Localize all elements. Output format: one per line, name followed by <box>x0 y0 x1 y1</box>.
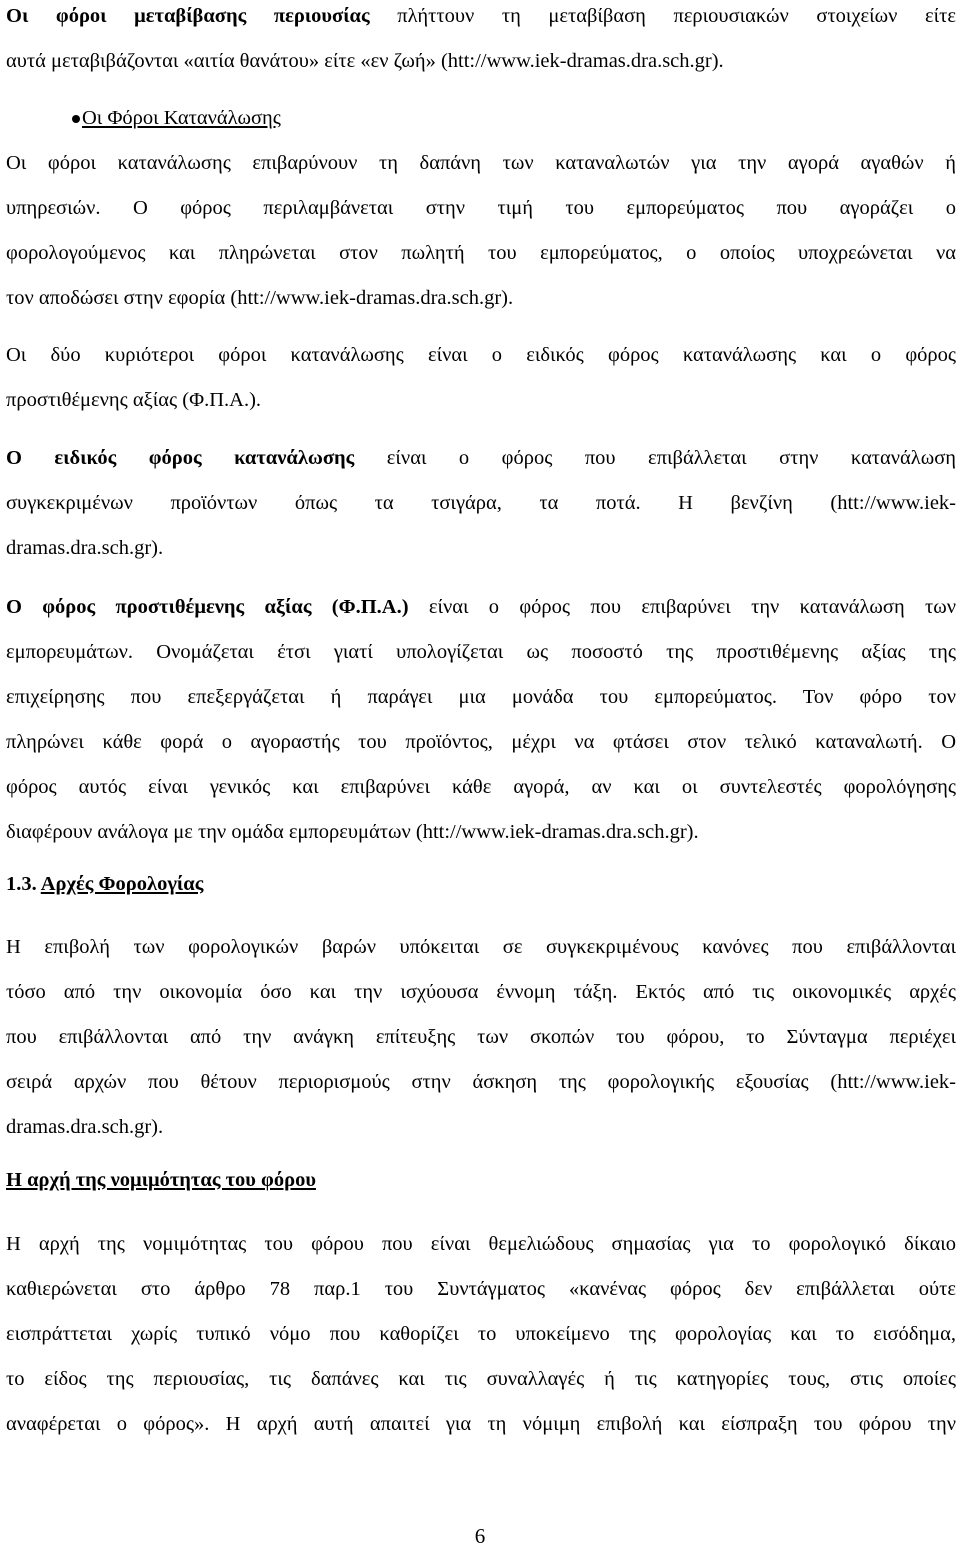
text-line: εισπράττεται χωρίς τυπικό νόμο που καθορίζει το υποκείμενο της φορολογίας και το εισόδημα, <box>6 1323 956 1345</box>
paragraph-two-main-taxes <box>6 333 956 423</box>
text-line: αναφέρεται ο φόρος». Η αρχή αυτή απαιτεί για τη νόμιμη επιβολή και είσπραξη του φόρου την <box>6 1413 956 1435</box>
text-line: αυτά μεταβιβάζονται «αιτία θανάτου» είτε «εν ζωή» (htt://www.iek-dramas.dra.sch.gr). <box>6 50 724 72</box>
subheading-legality <box>6 1158 316 1203</box>
bullet-label: Οι Φόροι Κατανάλωσης <box>82 107 281 129</box>
text-line: φόρος αυτός είναι γενικός και επιβαρύνει κάθε αγορά, αν και οι συντελεστές φορολόγησης <box>6 776 956 798</box>
paragraph-tax-principles <box>6 925 956 1150</box>
text-line: που επιβάλλονται από την ανάγκη επίτευξης των σκοπών του φόρου, το Σύνταγμα περιέχει <box>6 1026 956 1048</box>
page-number: 6 <box>474 1524 486 1548</box>
text-line: τόσο από την οικονομία όσο και την ισχύουσα έννομη τάξη. Εκτός από τις οικονομικές αρχές <box>6 981 956 1003</box>
text-line: καθιερώνεται στο άρθρο 78 παρ.1 του Συντάγματος «κανένας φόρος δεν επιβάλλεται ούτε <box>6 1278 956 1300</box>
text-line: φορολογούμενος και πληρώνεται στον πωλητή του εμπορεύματος, ο οποίος υποχρεώνεται να <box>6 242 956 264</box>
text-line: το είδος της περιουσίας, τις δαπάνες και τις συναλλαγές ή τις κατηγορίες τους, στις οποίες <box>6 1368 956 1390</box>
text-line: εμπορευμάτων. Ονομάζεται έτσι γιατί υπολογίζεται ως ποσοστό της προστιθέμενης αξίας της <box>6 641 956 663</box>
text-line: επιχείρησης που επεξεργάζεται ή παράγει μια μονάδα του εμπορεύματος. Τον φόρο τον <box>6 686 956 708</box>
section-number: 1.3. <box>6 873 37 895</box>
text-line: Ο φόρος προστιθέμενης αξίας (Φ.Π.Α.) είναι ο φόρος που επιβαρύνει την κατανάλωση των <box>6 596 956 618</box>
text-line: συγκεκριμένων προϊόντων όπως τα τσιγάρα, τα ποτά. Η βενζίνη (htt://www.iek- <box>6 492 956 514</box>
section-title: Αρχές Φορολογίας <box>40 873 204 895</box>
text-line: Οι φόροι κατανάλωσης επιβαρύνουν τη δαπάνη των καταναλωτών για την αγορά αγαθών ή <box>6 152 956 174</box>
text-line: τον αποδώσει στην εφορία (htt://www.iek-dramas.dra.sch.gr). <box>6 287 514 309</box>
text-line: Οι δύο κυριότεροι φόροι κατανάλωσης είναι ο ειδικός φόρος κατανάλωσης και ο φόρος <box>6 344 956 366</box>
text-line: Η αρχή της νομιμότητας του φόρου που είναι θεμελιώδους σημασίας για το φορολογικό δίκαιο <box>6 1233 956 1255</box>
paragraph-legality <box>6 1222 956 1447</box>
section-heading <box>6 862 203 907</box>
bold-term: Οι φόροι μεταβίβασης περιουσίας <box>6 5 370 27</box>
text-line: σειρά αρχών που θέτουν περιορισμούς στην άσκηση της φορολογικής εξουσίας (htt://www.iek- <box>6 1071 956 1093</box>
bold-term: Ο ειδικός φόρος κατανάλωσης <box>6 447 355 469</box>
paragraph-vat <box>6 585 956 855</box>
text-line: Ο ειδικός φόρος κατανάλωσης είναι ο φόρος που επιβάλλεται στην κατανάλωση <box>6 447 957 469</box>
text-line: Η επιβολή των φορολογικών βαρών υπόκειται σε συγκεκριμένους κανόνες που επιβάλλονται <box>6 936 956 958</box>
text-line: Οι φόροι μεταβίβασης περιουσίας πλήττουν τη μεταβίβαση περιουσιακών στοιχείων είτε <box>6 5 957 27</box>
paragraph-special-consumption-tax <box>6 436 956 571</box>
paragraph-transfer-taxes <box>6 0 956 84</box>
text-line: dramas.dra.sch.gr). <box>6 1116 164 1138</box>
text-line: dramas.dra.sch.gr). <box>6 537 164 559</box>
paragraph-consumption-taxes <box>6 141 956 321</box>
text-line: υπηρεσιών. Ο φόρος περιλαμβάνεται στην τιμή του εμπορεύματος που αγοράζει ο <box>6 197 956 219</box>
text-line: πληρώνει κάθε φορά ο αγοραστής του προϊόντος, μέχρι να φτάσει στον τελικό καταναλωτή. Ο <box>6 731 956 753</box>
text-line: προστιθέμενης αξίας (Φ.Π.Α.). <box>6 389 262 411</box>
subheading-title: Η αρχή της νομιμότητας του φόρου <box>6 1169 316 1191</box>
bullet-dot-icon <box>72 115 80 123</box>
text-line: διαφέρουν ανάλογα με την ομάδα εμπορευμάτων (htt://www.iek-dramas.dra.sch.gr). <box>6 821 699 843</box>
bold-term: Ο φόρος προστιθέμενης αξίας (Φ.Π.Α.) <box>6 596 409 618</box>
